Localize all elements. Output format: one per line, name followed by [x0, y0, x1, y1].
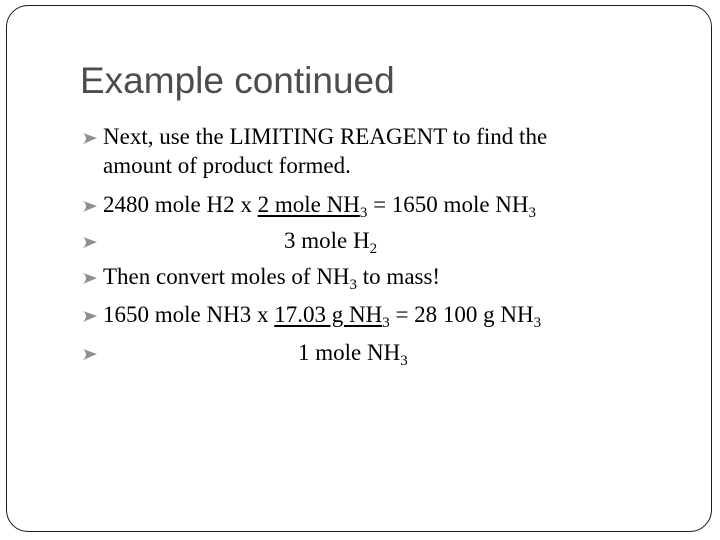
subscript: 3	[382, 315, 390, 331]
subscript: 3	[400, 353, 408, 369]
body-line-convert	[103, 264, 441, 293]
bullet-icon	[80, 128, 100, 148]
numerator-underlined	[274, 302, 390, 331]
line-text: = 1650 mole NH	[367, 192, 529, 217]
subscript: 3	[528, 205, 537, 221]
subscript: 3	[349, 277, 358, 293]
bullet-icon	[80, 196, 100, 216]
bullet-icon	[80, 344, 100, 364]
slide-title: Example continued	[80, 60, 395, 101]
body-line-calc-2	[103, 302, 542, 331]
denominator-text: 1 mole NH	[298, 340, 401, 365]
body-line-denominator-1	[284, 228, 378, 257]
body-line-denominator-2	[298, 340, 408, 369]
numerator-text: 2 mole NH	[257, 192, 360, 217]
body-line-1: Next, use the LIMITING REAGENT to find the	[103, 124, 548, 149]
subscript: 2	[369, 241, 378, 257]
body-line-calc-1	[103, 192, 537, 221]
line-text: 2480 mole H2 x	[103, 192, 258, 217]
line-text: to mass!	[357, 264, 441, 289]
line-text: Then convert moles of NH	[103, 264, 350, 289]
subscript: 3	[359, 205, 368, 221]
numerator-text: 17.03 g NH	[274, 302, 383, 327]
bullet-icon	[80, 232, 100, 252]
bullet-icon	[80, 306, 100, 326]
denominator-text: 3 mole H	[284, 228, 370, 253]
line-text: = 28 100 g NH	[389, 302, 534, 327]
bullet-icon	[80, 268, 100, 288]
subscript: 3	[533, 315, 542, 331]
line-text: 1650 mole NH3 x	[103, 302, 275, 327]
body-line-2: amount of product formed.	[103, 153, 351, 178]
numerator-underlined	[257, 192, 368, 221]
